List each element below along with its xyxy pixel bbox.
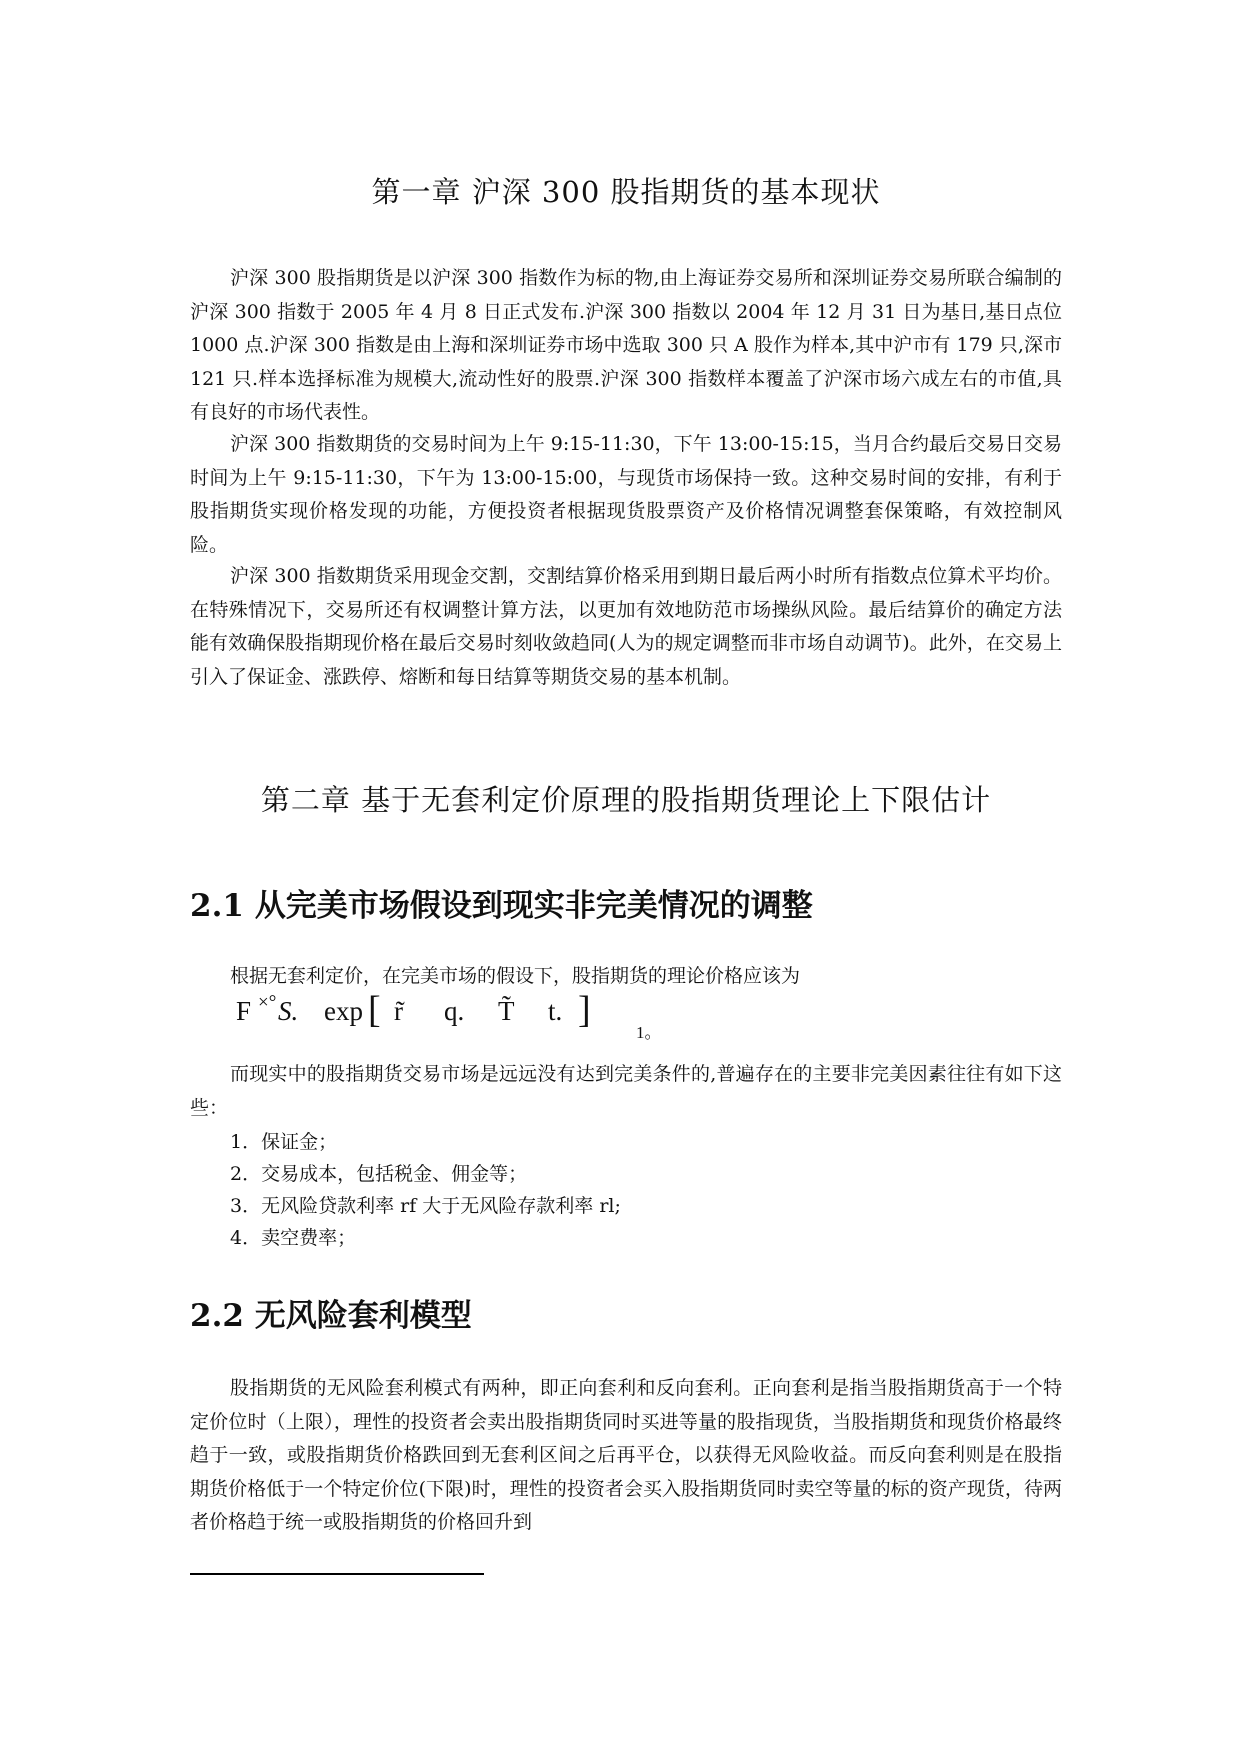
formula-equals: ×° <box>258 992 277 1013</box>
formula-T: T̃ <box>498 996 515 1026</box>
section-2-2-paragraph: 股指期货的无风险套利模式有两种，即正向套利和反向套利。正向套利是指当股指期货高于一个特定价位时（上限），理性的投资者会卖出股指期货同时买进等量的股指现货，当股指期货和现货价格最终趋于一致，或股指期货价格跌回到无套利区间之后再平仓，以获得无风险收益。而反向套利则是在股指期货价格低于一个特定价位(下限)时，理性的投资者会买入股指期货同时卖空等量的标的资产现货，待两者价格趋于统一或股指期货的价格回升到 <box>190 1377 1062 1533</box>
chapter1-paragraph-3: 沪深 300 指数期货采用现金交割，交割结算价格采用到期日最后两小时所有指数点位算术平均价。在特殊情况下，交易所还有权调整计算方法，以更加有效地防范市场操纵风险。最后结算价的确定方法能有效确保股指期现价格在最后交易时刻收敛趋同(人为的规定调整而非市场自动调节)。此外，在交易上引入了保证金、涨跌停、熔断和每日结算等期货交易的基本机制。 <box>190 565 1062 688</box>
formula-intro: 根据无套利定价，在完美市场的假设下，股指期货的理论价格应该为 <box>230 965 801 987</box>
formula-exp: exp <box>324 996 363 1026</box>
list-item-3: 3．无风险贷款利率 rf 大于无风险存款利率 rl; <box>230 1195 621 1217</box>
formula-q: q. <box>444 996 465 1026</box>
chapter1-paragraph-1: 沪深 300 股指期货是以沪深 300 指数作为标的物,由上海证券交易所和深圳证券交易所联合编制的沪深 300 指数于 2005 年 4 月 8 日正式发布.沪深 300 指数以 2004 年 12 月 31 日为基日,基日点位 1000 点.沪深 300 指数是由上海和深圳证券市场中选取 300 只 A 股作为样本,其中沪市有 179 只,深市 121 只.样本选择标准为规模大,流动性好的股票.沪深 300 指数样本覆盖了沪深市场六成左右的市值,具有良好的市场代表性。 <box>190 267 1062 423</box>
chapter1-title: 第一章 沪深 300 股指期货的基本现状 <box>371 175 881 209</box>
footnote-divider <box>190 1573 484 1575</box>
section-2-1-paragraph: 而现实中的股指期货交易市场是远远没有达到完美条件的,普遍存在的主要非完美因素往往有如下这些： <box>190 1063 1062 1119</box>
formula-t: t. <box>548 996 563 1026</box>
list-item-1: 1．保证金； <box>230 1131 338 1153</box>
formula-F: F <box>236 996 252 1026</box>
chapter1-paragraph-2: 沪深 300 指数期货的交易时间为上午 9:15-11:30，下午 13:00-15:15，当月合约最后交易日交易时间为上午 9:15-11:30，下午为 13:00-15:00，与现货市场保持一致。这种交易时间的安排，有利于股指期货实现价格发现的功能，方便投资者根据现货股票资产及价格情况调整套保策略，有效控制风险。 <box>190 433 1062 556</box>
formula-left-bracket: [ <box>368 989 381 1031</box>
formula-S: S. <box>278 996 299 1026</box>
formula-note: 1。 <box>636 1023 662 1042</box>
chapter2-title: 第二章 基于无套利定价原理的股指期货理论上下限估计 <box>260 783 992 817</box>
list-item-2: 2．交易成本，包括税金、佣金等； <box>230 1163 528 1185</box>
section-2-2-heading: 2.2 无风险套利模型 <box>190 1298 472 1334</box>
formula-right-bracket: ] <box>578 989 591 1031</box>
list-item-4: 4．卖空费率； <box>230 1227 357 1249</box>
section-2-1-heading: 2.1 从完美市场假设到现实非完美情况的调整 <box>190 888 813 924</box>
formula-r: r̃ <box>394 996 403 1026</box>
